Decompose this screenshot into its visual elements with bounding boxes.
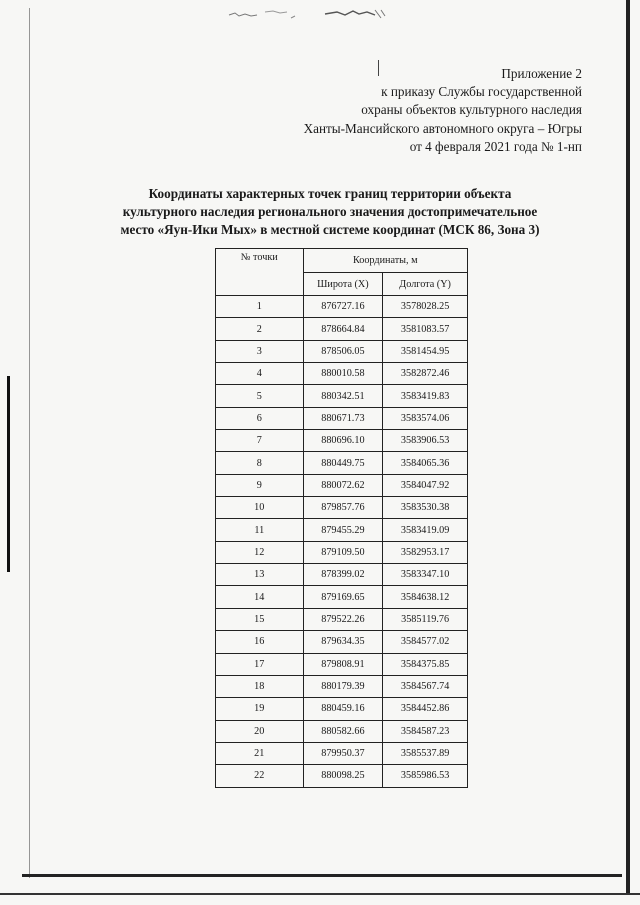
- latitude-x-cell: 880098.25: [303, 765, 383, 787]
- table-row: [216, 363, 468, 385]
- scan-bottom-edge-2: [0, 893, 640, 895]
- longitude-y-cell: 3582872.46: [383, 363, 468, 385]
- point-number-cell: 7: [216, 430, 304, 452]
- table-row: [216, 608, 468, 630]
- latitude-x-cell: 878664.84: [303, 318, 383, 340]
- scan-noise-marks: [225, 6, 395, 24]
- point-number-cell: 6: [216, 407, 304, 429]
- header-line: от 4 февраля 2021 года № 1-нп: [409, 138, 582, 154]
- longitude-y-cell: 3582953.17: [383, 541, 468, 563]
- point-number-cell: 3: [216, 340, 304, 362]
- point-number-cell: 12: [216, 541, 304, 563]
- scan-left-edge: [29, 8, 30, 878]
- point-number-cell: 10: [216, 497, 304, 519]
- latitude-x-cell: 880696.10: [303, 430, 383, 452]
- point-number-cell: 4: [216, 363, 304, 385]
- table-row: [216, 720, 468, 742]
- latitude-x-cell: 880342.51: [303, 385, 383, 407]
- latitude-x-cell: 878506.05: [303, 340, 383, 362]
- point-number-cell: 8: [216, 452, 304, 474]
- header-longitude-y: Долгота (Y): [383, 273, 468, 296]
- point-number-cell: 18: [216, 675, 304, 697]
- latitude-x-cell: 879950.37: [303, 742, 383, 764]
- latitude-x-cell: 880072.62: [303, 474, 383, 496]
- table-row: [216, 653, 468, 675]
- longitude-y-cell: 3581083.57: [383, 318, 468, 340]
- title-line: Координаты характерных точек границ территории объекта: [148, 186, 512, 201]
- point-number-cell: 15: [216, 608, 304, 630]
- latitude-x-cell: 878399.02: [303, 564, 383, 586]
- header-line: охраны объектов культурного наследия: [361, 102, 582, 118]
- latitude-x-cell: 879808.91: [303, 653, 383, 675]
- longitude-y-cell: 3583530.38: [383, 497, 468, 519]
- longitude-y-cell: 3583419.83: [383, 385, 468, 407]
- latitude-x-cell: 879455.29: [303, 519, 383, 541]
- table-row: [216, 698, 468, 720]
- header-line: к приказу Службы государственной: [381, 84, 582, 100]
- longitude-y-cell: 3584638.12: [383, 586, 468, 608]
- longitude-y-cell: 3585119.76: [383, 608, 468, 630]
- latitude-x-cell: 879169.65: [303, 586, 383, 608]
- table-row: [216, 497, 468, 519]
- latitude-x-cell: 880449.75: [303, 452, 383, 474]
- longitude-y-cell: 3584587.23: [383, 720, 468, 742]
- longitude-y-cell: 3584047.92: [383, 474, 468, 496]
- header-latitude-x: Широта (X): [303, 273, 383, 296]
- longitude-y-cell: 3584567.74: [383, 675, 468, 697]
- latitude-x-cell: 879109.50: [303, 541, 383, 563]
- longitude-y-cell: 3584577.02: [383, 631, 468, 653]
- point-number-cell: 19: [216, 698, 304, 720]
- table-row: [216, 675, 468, 697]
- table-row: [216, 340, 468, 362]
- point-number-cell: 16: [216, 631, 304, 653]
- appendix-header: [304, 65, 582, 156]
- table-row: [216, 296, 468, 318]
- header-point-number: № точки: [216, 249, 304, 296]
- scan-right-edge: [626, 0, 630, 895]
- latitude-x-cell: 879522.26: [303, 608, 383, 630]
- longitude-y-cell: 3584452.86: [383, 698, 468, 720]
- header-line: Приложение 2: [501, 66, 582, 81]
- point-number-cell: 5: [216, 385, 304, 407]
- latitude-x-cell: 880671.73: [303, 407, 383, 429]
- longitude-y-cell: 3584375.85: [383, 653, 468, 675]
- table-row: [216, 385, 468, 407]
- longitude-y-cell: 3584065.36: [383, 452, 468, 474]
- table-row: [216, 452, 468, 474]
- title-line: культурного наследия регионального значения достопримечательное: [122, 204, 538, 219]
- latitude-x-cell: 876727.16: [303, 296, 383, 318]
- table-row: [216, 564, 468, 586]
- table-row: [216, 430, 468, 452]
- latitude-x-cell: 879857.76: [303, 497, 383, 519]
- point-number-cell: 14: [216, 586, 304, 608]
- point-number-cell: 21: [216, 742, 304, 764]
- table-row: [216, 407, 468, 429]
- table-row: [216, 519, 468, 541]
- coordinates-table: [215, 248, 468, 788]
- longitude-y-cell: 3583419.09: [383, 519, 468, 541]
- point-number-cell: 17: [216, 653, 304, 675]
- point-number-cell: 2: [216, 318, 304, 340]
- point-number-cell: 1: [216, 296, 304, 318]
- latitude-x-cell: 880459.16: [303, 698, 383, 720]
- latitude-x-cell: 880179.39: [303, 675, 383, 697]
- table-row: [216, 541, 468, 563]
- longitude-y-cell: 3583347.10: [383, 564, 468, 586]
- scan-bottom-edge: [22, 874, 622, 877]
- latitude-x-cell: 880582.66: [303, 720, 383, 742]
- longitude-y-cell: 3583906.53: [383, 430, 468, 452]
- point-number-cell: 9: [216, 474, 304, 496]
- point-number-cell: 13: [216, 564, 304, 586]
- table-row: [216, 742, 468, 764]
- scan-left-mark: [7, 376, 10, 572]
- longitude-y-cell: 3585986.53: [383, 765, 468, 787]
- header-line: Ханты-Мансийского автономного округа – Югры: [303, 120, 582, 136]
- longitude-y-cell: 3581454.95: [383, 340, 468, 362]
- header-coordinates: Координаты, м: [303, 249, 467, 273]
- table-row: [216, 765, 468, 787]
- longitude-y-cell: 3583574.06: [383, 407, 468, 429]
- document-title: [60, 185, 600, 239]
- longitude-y-cell: 3578028.25: [383, 296, 468, 318]
- table-row: [216, 474, 468, 496]
- table-row: [216, 631, 468, 653]
- table-row: [216, 318, 468, 340]
- longitude-y-cell: 3585537.89: [383, 742, 468, 764]
- latitude-x-cell: 880010.58: [303, 363, 383, 385]
- latitude-x-cell: 879634.35: [303, 631, 383, 653]
- point-number-cell: 20: [216, 720, 304, 742]
- table-row: [216, 586, 468, 608]
- point-number-cell: 22: [216, 765, 304, 787]
- title-line: место «Яун-Ики Мых» в местной системе координат (МСК 86, Зона 3): [120, 222, 540, 237]
- point-number-cell: 11: [216, 519, 304, 541]
